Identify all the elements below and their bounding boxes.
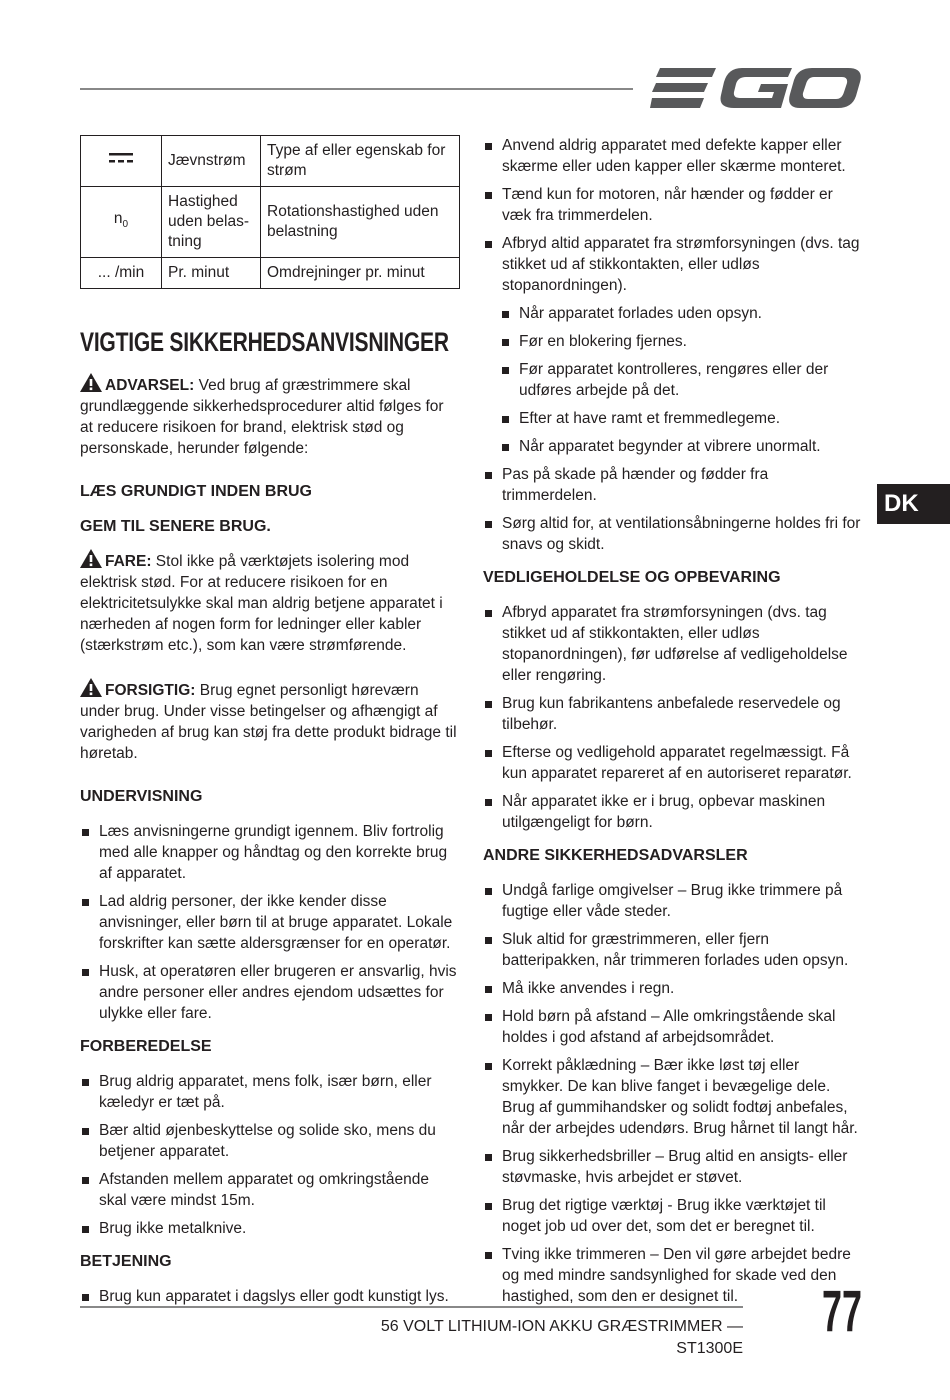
list-item: Tving ikke trimmeren – Den vil gøre arbejdet bedre og med mindre sandsynlighed for skade ved den hastighed, som den er designet til. <box>483 1244 861 1307</box>
list-item: Læs anvisningerne grundigt igennem. Bliv fortrolig med alle knapper og håndtag og den korrekte brug af apparatet. <box>80 821 460 884</box>
list-item: Husk, at operatøren eller brugeren er ansvarlig, hvis andre personer eller andres ejendom udsættes for ulykke eller fare. <box>80 961 460 1024</box>
list-item: Lad aldrig personer, der ikke kender disse anvisninger, eller børn til at bruge apparatet. Lokale forskrifter kan sætte aldersgrænser for en operatør. <box>80 891 460 954</box>
list-item: Før apparatet kontrolleres, rengøres eller der udføres arbejde på det. <box>500 359 861 401</box>
warning-text: Ved brug af græstrimmere skal grundlæggende sikkerhedsprocedurer altid følges for at reducere risikoen for brand, elektrisk stød og personskade, herunder følgende: <box>80 377 444 457</box>
direct-current-icon <box>108 151 134 165</box>
list-item: Afbryd apparatet fra strømforsyningen (dvs. tag stikket ud af stikkontakten, eller udløs stopanordningen), før udførelse af vedligeholdelse eller rengøring. <box>483 602 861 686</box>
warning-label: FARE: <box>105 553 152 570</box>
table-row <box>81 258 460 289</box>
dc-symbol-cell <box>81 136 162 187</box>
page-title: VIGTIGE SIKKERHEDSANVISNINGER <box>80 327 449 357</box>
symbol-n: n <box>113 209 123 227</box>
list-item: Når apparatet begynder at vibrere unormalt. <box>500 436 861 457</box>
table-cell-desc: Rotationshastighed uden belastning <box>261 187 460 258</box>
table-row <box>81 136 460 187</box>
section-heading-vedligehold: VEDLIGEHOLDELSE OG OPBEVARING <box>483 569 781 586</box>
list-item: Når apparatet forlades uden opsyn. <box>500 303 861 324</box>
table-cell-symbol <box>81 187 162 258</box>
betjening-list <box>80 1286 460 1307</box>
list-item: Sørg altid for, at ventilationsåbningerne holdes fri for snavs og skidt. <box>483 513 861 555</box>
table-cell-desc: Omdrejninger pr. minut <box>261 258 460 289</box>
list-item: Tænd kun for motoren, når hænder og fødder er væk fra trimmerdelen. <box>483 184 861 226</box>
warning-text: Brug egnet personligt høreværn under brug. Under visse betingelser og afhængigt af varigheden af brug kan støj fra dette produkt bidrage til høretab. <box>80 682 457 762</box>
list-item: Brug kun fabrikantens anbefalede reservedele og tilbehør. <box>483 693 861 735</box>
forberedelse-list <box>80 1071 460 1239</box>
list-item: Må ikke anvendes i regn. <box>483 978 861 999</box>
section-heading-betjening: BETJENING <box>80 1253 172 1270</box>
list-item: Brug aldrig apparatet, mens folk, især børn, eller kæledyr er tæt på. <box>80 1071 460 1113</box>
list-item: Efter at have ramt et fremmedlegeme. <box>500 408 861 429</box>
list-item: Afstanden mellem apparatet og omkringstående skal være mindst 15m. <box>80 1169 460 1211</box>
language-tab: DK <box>877 484 950 524</box>
list-item: Brug ikke metalknive. <box>80 1218 460 1239</box>
warning-label: ADVARSEL: <box>105 377 195 394</box>
list-item: Undgå farlige omgivelser – Brug ikke trimmere på fugtige eller våde steder. <box>483 880 861 922</box>
list-item: Når apparatet ikke er i brug, opbevar maskinen utilgængeligt for børn. <box>483 791 861 833</box>
list-item: Brug det rigtige værktøj - Brug ikke værktøjet til noget job ud over det, som det er beregnet til. <box>483 1195 861 1237</box>
warning-label: FORSIGTIG: <box>105 682 196 699</box>
undervisning-list <box>80 821 460 1024</box>
list-item: Brug sikkerhedsbriller – Brug altid en ansigts- eller støvmaske, hvis arbejdet er støvet. <box>483 1146 861 1188</box>
svg-text:EGO: EGO <box>650 62 653 63</box>
table-cell-name: Jævnstrøm <box>162 136 261 187</box>
right-column <box>483 135 861 1319</box>
save-heading: GEM TIL SENERE BRUG. <box>80 518 271 535</box>
list-item: Anvend aldrig apparatet med defekte kapper eller skærme eller uden kapper eller skærme monteret. <box>483 135 861 177</box>
warning-forsigtig <box>80 678 460 764</box>
table-cell-name: Pr. minut <box>162 258 261 289</box>
operation-sub-list <box>483 303 861 457</box>
section-heading-forberedelse: FORBEREDELSE <box>80 1038 212 1055</box>
ego-logo <box>650 62 862 114</box>
header-rule <box>80 88 633 90</box>
list-item: Hold børn på afstand – Alle omkringstående skal holdes i god afstand af arbejdsområdet. <box>483 1006 861 1048</box>
table-row <box>81 187 460 258</box>
table-cell-symbol: ... /min <box>81 258 162 289</box>
warning-triangle-icon <box>80 678 102 697</box>
list-item: Før en blokering fjernes. <box>500 331 861 352</box>
warning-text: Stol ikke på værktøjets isolering mod elektrisk stød. For at reducere risikoen for en elektricitetsulykke skal man aldrig betjene apparatet i nærheden af nogen form for ledninger eller kabler (stærkstrøm etc.), som kan være strømførende. <box>80 553 443 654</box>
page-number: 77 <box>822 1279 862 1344</box>
operation-list <box>483 135 861 296</box>
table-cell-desc: Type af eller egenskab for strøm <box>261 136 460 187</box>
list-item: Sluk altid for græstrimmeren, eller fjern batteripakken, når trimmeren forlades uden opsyn. <box>483 929 861 971</box>
list-item: Brug kun apparatet i dagslys eller godt kunstigt lys. <box>80 1286 460 1307</box>
list-item: Efterse og vedligehold apparatet regelmæssigt. Få kun apparatet repareret af en autoriseret reparatør. <box>483 742 861 784</box>
warning-triangle-icon <box>80 373 102 392</box>
footer-title: 56 VOLT LITHIUM-ION AKKU GRÆSTRIMMER — ST1300E <box>380 1318 743 1357</box>
warning-fare <box>80 549 460 656</box>
warning-advarsel <box>80 373 460 459</box>
footer-rule <box>80 1306 743 1308</box>
list-item: Bær altid øjenbeskyttelse og solide sko, mens du betjener apparatet. <box>80 1120 460 1162</box>
symbol-subscript: 0 <box>122 219 129 231</box>
warning-triangle-icon <box>80 549 102 568</box>
table-cell-name: Hastighed uden belas- tning <box>162 187 261 258</box>
list-item: Pas på skade på hænder og fødder fra trimmerdelen. <box>483 464 861 506</box>
vedligehold-list <box>483 602 861 833</box>
left-column <box>80 135 460 1319</box>
list-item: Korrekt påklædning – Bær ikke løst tøj eller smykker. De kan blive fanget i bevægelige dele. Brug af gummihandsker og solidt fodtøj anbefales, når der arbejdes udendørs. Brug hårnet til langt hår. <box>483 1055 861 1139</box>
list-item: Afbryd altid apparatet fra strømforsyningen (dvs. tag stikket ud af stikkontakten, eller udløs stopanordningen). <box>483 233 861 296</box>
symbol-table <box>80 135 460 289</box>
read-heading: LÆS GRUNDIGT INDEN BRUG <box>80 483 312 500</box>
section-heading-undervisning: UNDERVISNING <box>80 788 203 805</box>
operation-list-continued <box>483 464 861 555</box>
section-heading-andre: ANDRE SIKKERHEDSADVARSLER <box>483 847 748 864</box>
andre-list <box>483 880 861 1307</box>
